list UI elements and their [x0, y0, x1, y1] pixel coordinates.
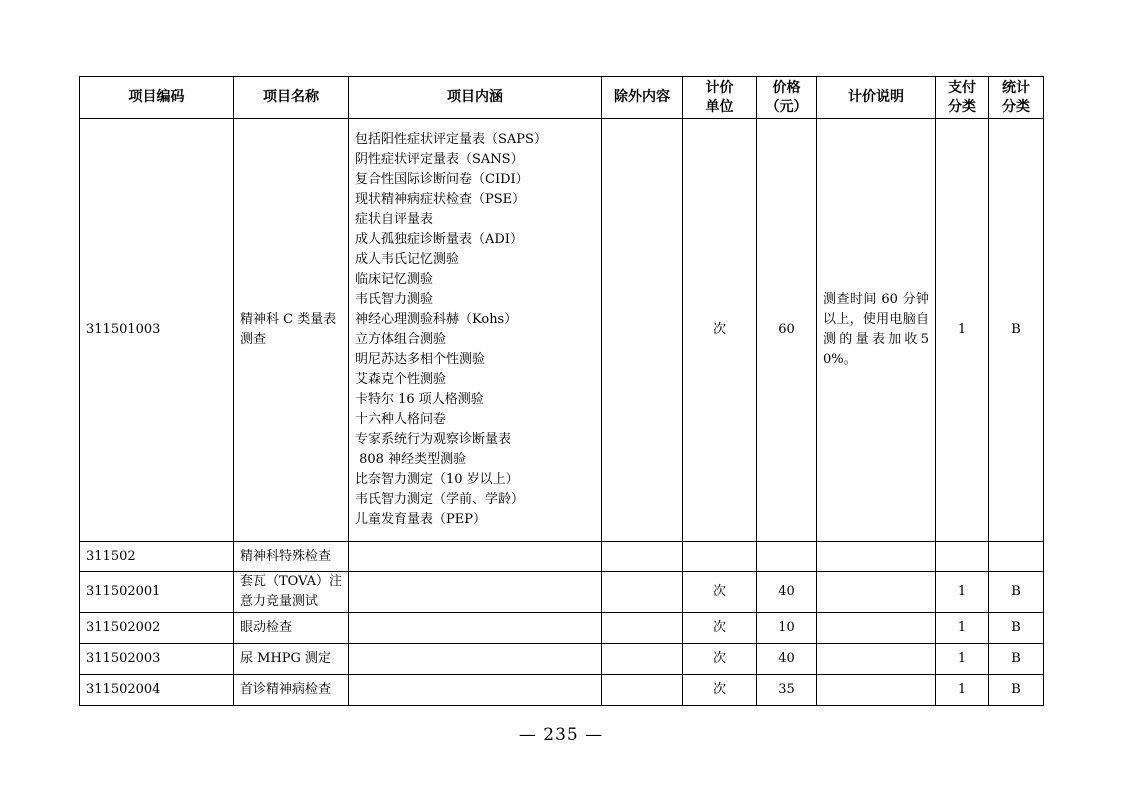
content-line: 明尼苏达多相个性测验 — [355, 352, 486, 367]
item-stat: B — [989, 572, 1044, 613]
item-pay: 1 — [936, 675, 989, 706]
header-row — [80, 77, 1044, 119]
item-note — [817, 542, 936, 572]
item-unit: 次 — [683, 572, 757, 613]
table-row — [80, 572, 1044, 613]
header-code: 项目编码 — [80, 77, 234, 119]
item-note: 测查时间 60 分钟以上，使用电脑自测的量表加收50%。 — [817, 119, 936, 542]
item-name: 尿 MHPG 测定 — [234, 644, 349, 675]
header-price: 价格 （元） — [757, 77, 817, 119]
content-line: 立方体组合测验 — [355, 332, 447, 347]
item-note — [817, 572, 936, 613]
item-price: 40 — [757, 644, 817, 675]
header-excluded: 除外内容 — [602, 77, 683, 119]
item-price: 35 — [757, 675, 817, 706]
content-line: 现状精神病症状检查（PSE） — [355, 192, 526, 207]
item-stat: B — [989, 119, 1044, 542]
content-line: 韦氏智力测验 — [355, 292, 434, 307]
item-unit: 次 — [683, 613, 757, 644]
content-line: 阴性症状评定量表（SANS） — [355, 152, 524, 167]
table-row — [80, 675, 1044, 706]
item-pay: 1 — [936, 644, 989, 675]
header-unit: 计价 单位 — [683, 77, 757, 119]
header-name: 项目名称 — [234, 77, 349, 119]
item-price: 40 — [757, 572, 817, 613]
item-note — [817, 675, 936, 706]
content-line: 十六种人格问卷 — [355, 412, 447, 427]
item-code: 311502001 — [80, 572, 234, 613]
content-line: 韦氏智力测定（学前、学龄） — [355, 492, 525, 507]
item-name: 眼动检查 — [234, 613, 349, 644]
content-line: 比奈智力测定（10 岁以上） — [355, 472, 519, 487]
item-excluded — [602, 613, 683, 644]
content-line: 神经心理测验科赫（Kohs） — [355, 312, 518, 327]
item-unit: 次 — [683, 119, 757, 542]
content-line: 儿童发育量表（PEP） — [355, 512, 486, 527]
item-pay: 1 — [936, 119, 989, 542]
table-row — [80, 644, 1044, 675]
item-unit — [683, 542, 757, 572]
item-code: 311502003 — [80, 644, 234, 675]
table-row — [80, 119, 1044, 542]
item-code: 311502004 — [80, 675, 234, 706]
item-unit: 次 — [683, 644, 757, 675]
content-line: 卡特尔 16 项人格测验 — [355, 392, 484, 407]
header-note: 计价说明 — [817, 77, 936, 119]
item-price: 60 — [757, 119, 817, 542]
item-content — [349, 542, 602, 572]
header-content: 项目内涵 — [349, 77, 602, 119]
content-line: 808 神经类型测验 — [355, 452, 467, 467]
item-excluded — [602, 542, 683, 572]
item-code: 311502 — [80, 542, 234, 572]
item-price: 10 — [757, 613, 817, 644]
item-name: 精神科 C 类量表测查 — [234, 119, 349, 542]
item-code: 311502002 — [80, 613, 234, 644]
item-price — [757, 542, 817, 572]
content-line: 包括阳性症状评定量表（SAPS） — [355, 132, 547, 147]
content-line: 成人孤独症诊断量表（ADI） — [355, 232, 523, 247]
item-unit: 次 — [683, 675, 757, 706]
item-pay: 1 — [936, 613, 989, 644]
item-name: 套瓦（TOVA）注意力竞量测试 — [234, 572, 349, 613]
item-note — [817, 613, 936, 644]
header-stat: 统计 分类 — [989, 77, 1044, 119]
item-excluded — [602, 119, 683, 542]
fee-schedule-table — [79, 76, 1044, 706]
item-code: 311501003 — [80, 119, 234, 542]
content-line: 临床记忆测验 — [355, 272, 434, 287]
item-content — [349, 572, 602, 613]
item-excluded — [602, 572, 683, 613]
item-pay — [936, 542, 989, 572]
content-line: 艾森克个性测验 — [355, 372, 447, 387]
item-name: 首诊精神病检查 — [234, 675, 349, 706]
item-content — [349, 644, 602, 675]
item-content — [349, 119, 602, 542]
item-name: 精神科特殊检查 — [234, 542, 349, 572]
header-pay: 支付 分类 — [936, 77, 989, 119]
item-stat: B — [989, 675, 1044, 706]
item-note — [817, 644, 936, 675]
content-line: 专家系统行为观察诊断量表 — [355, 432, 512, 447]
content-line: 症状自评量表 — [355, 212, 434, 227]
table-row — [80, 542, 1044, 572]
item-content — [349, 675, 602, 706]
content-line: 成人韦氏记忆测验 — [355, 252, 460, 267]
item-pay: 1 — [936, 572, 989, 613]
item-stat: B — [989, 644, 1044, 675]
item-stat: B — [989, 613, 1044, 644]
page-number: — 235 — — [518, 725, 604, 745]
table-row — [80, 613, 1044, 644]
item-content — [349, 613, 602, 644]
item-excluded — [602, 675, 683, 706]
item-stat — [989, 542, 1044, 572]
content-line: 复合性国际诊断问卷（CIDI） — [355, 172, 529, 187]
item-excluded — [602, 644, 683, 675]
